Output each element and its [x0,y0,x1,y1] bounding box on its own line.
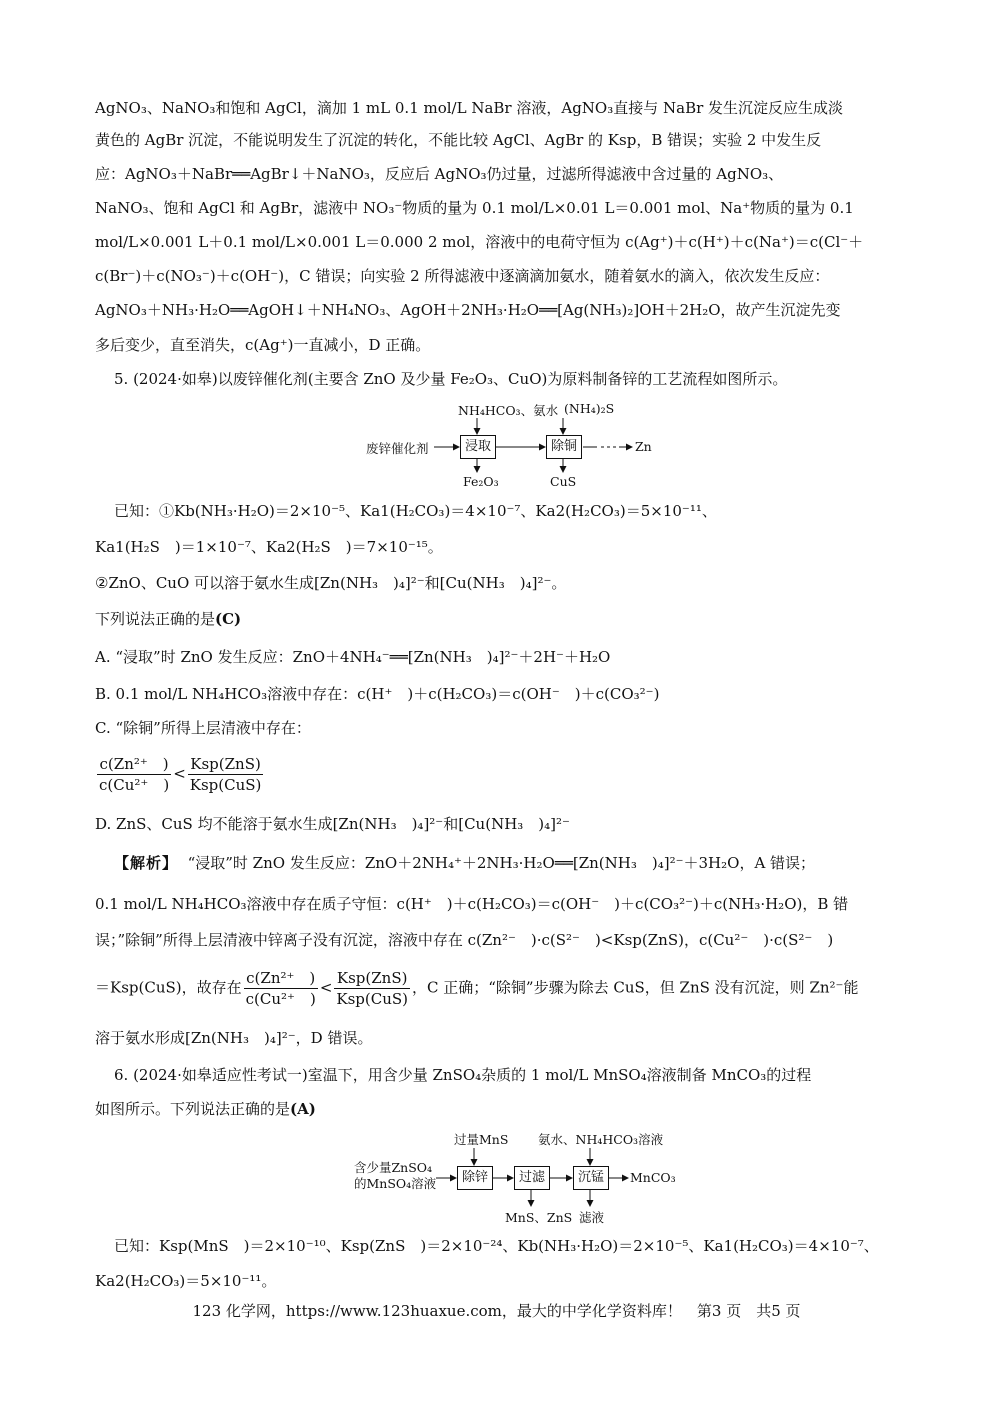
flow-reagent: 氨水、NH₄HCO₃溶液 [538,1132,664,1147]
flow-box: 浸取 [460,435,496,459]
known-line: 已知：Ksp(MnS )＝2×10⁻¹⁰、Ksp(ZnS )＝2×10⁻²⁴、Kb(NH₃·H₂O)＝2×10⁻⁵、Ka1(H₂CO₃)＝4×10⁻⁷、 [114,1237,879,1255]
text-line: mol/L×0.001 L＋0.1 mol/L×0.001 L＝0.000 2 mol，溶液中的电荷守恒为 c(Ag⁺)＋c(H⁺)＋c(Na⁺)＝c(Cl⁻＋ [95,233,864,251]
flow-diagram-q5 [360,398,680,493]
question-ask-text: 如图所示。下列说法正确的是 [95,1100,291,1118]
flow-box: 过滤 [514,1166,550,1190]
flow-input: 的MnSO₄溶液 [354,1176,437,1191]
analysis-text: ＝Ksp(CuS)，故存在 [95,978,242,997]
denominator: c(Cu²⁺ ) [99,776,170,794]
flow-box: 除锌 [457,1166,493,1190]
denominator: c(Cu²⁺ ) [245,990,316,1008]
flow-reagent: NH₄HCO₃、氨水 [458,403,559,418]
fraction [188,754,264,795]
option-a: A. “浸取”时 ZnO 发生反应：ZnO＋4NH₄⁻══[Zn(NH₃ )₄]²⁻＋2H⁻＋H₂O [95,648,611,666]
flow-output: CuS [550,474,577,489]
numerator: c(Zn²⁺ ) [97,754,171,775]
flow-output: 滤液 [579,1210,605,1225]
analysis-line [114,852,815,874]
flow-input: 废锌催化剂 [366,441,429,456]
page-footer: 123 化学网，https://www.123huaxue.com，最大的中学化学资料库！ 第3 页 共5 页 [192,1302,801,1320]
question-5-stem: 5. (2024·如皋)以废锌催化剂(主要含 ZnO 及少量 Fe₂O₃、CuO)为原料制备锌的工艺流程如图所示。 [114,370,788,388]
flow-product: Zn [635,439,652,454]
flow-arrows [350,1126,690,1226]
denominator: Ksp(CuS) [189,776,262,794]
question-ask [95,608,241,630]
flow-product: MnCO₃ [630,1170,676,1185]
analysis-line: ＝Ksp(CuS)，故存在 $\frac{\text{c(Zn²⁺ )}}{\text{c(Cu²⁺ )}}$ < $\frac{\text{Ksp(ZnS)}}{\text{Ksp(CuS)}}$ ，C 正确；“除铜”步骤为除去 CuS，但 ZnS 没有沉淀，则 Zn²⁻能 [95,969,859,1008]
answer: (C) [215,610,242,628]
option-c: C. “除铜”所得上层清液中存在： [95,719,311,737]
text-line: NaNO₃、饱和 AgCl 和 AgBr，滤液中 NO₃⁻物质的量为 0.1 mol/L×0.01 L＝0.001 mol、Na⁺物质的量为 0.1 [95,199,854,217]
analysis-line: 误；”除铜”所得上层清液中锌离子没有沉淀，溶液中存在 c(Zn²⁻ )·c(S²⁻ )<Ksp(ZnS)，c(Cu²⁻ )·c(S²⁻ ) [95,931,834,949]
analysis-line: 溶于氨水形成[Zn(NH₃ )₄]²⁻，D 错误。 [95,1029,373,1047]
denominator: Ksp(CuS) [336,990,409,1008]
flow-box: 沉锰 [573,1166,609,1190]
flow-box: 除铜 [546,435,582,459]
known-line: Ka1(H₂S )＝1×10⁻⁷、Ka2(H₂S )＝7×10⁻¹⁵。 [95,538,443,556]
text-line: AgNO₃＋NH₃·H₂O══AgOH↓＋NH₄NO₃、AgOH＋2NH₃·H₂O══[Ag(NH₃)₂]OH＋2H₂O，故产生沉淀先变 [95,301,841,319]
question-6-stem [95,1098,316,1120]
flow-diagram-q6 [350,1126,690,1226]
numerator: c(Zn²⁺ ) [244,968,318,989]
fraction [244,968,318,1009]
option-d: D. ZnS、CuS 均不能溶于氨水生成[Zn(NH₃ )₄]²⁻和[Cu(NH₃ )₄]²⁻ [95,815,570,833]
question-6-stem: 6. (2024·如皋适应性考试一)室温下，用含少量 ZnSO₄杂质的 1 mol/L MnSO₄溶液制备 MnCO₃的过程 [114,1066,812,1084]
flow-arrows [360,398,680,493]
answer: (A) [290,1100,316,1118]
fraction [97,754,171,795]
fraction [334,968,410,1009]
option-c-formula: $\frac{\text{c(Zn²⁺ )}}{\text{c(Cu²⁺ )}}$ < $\frac{\text{Ksp(ZnS)}}{\text{Ksp(CuS)}}$ [99,755,262,794]
analysis-tag: 【解析】 [114,854,179,872]
option-b: B. 0.1 mol/L NH₄HCO₃溶液中存在：c(H⁺ )＋c(H₂CO₃)＝c(OH⁻ )＋c(CO₃²⁻) [95,685,660,703]
analysis-text: “浸取”时 ZnO 发生反应：ZnO＋2NH₄⁺＋2NH₃·H₂O══[Zn(NH₃ )₄]²⁻＋3H₂O，A 错误； [187,854,816,872]
text-line: c(Br⁻)＋c(NO₃⁻)＋c(OH⁻)，C 错误；向实验 2 所得滤液中逐滴滴加氨水，随着氨水的滴入，依次发生反应： [95,267,830,285]
flow-reagent: 过量MnS [454,1132,509,1147]
flow-input: 含少量ZnSO₄ [354,1160,433,1175]
analysis-line: 0.1 mol/L NH₄HCO₃溶液中存在质子守恒：c(H⁺ )＋c(H₂CO₃)＝c(OH⁻ )＋c(CO₃²⁻)＋c(NH₃·H₂O)，B 错 [95,895,849,913]
question-ask-text: 下列说法正确的是 [95,610,216,628]
known-line: ②ZnO、CuO 可以溶于氨水生成[Zn(NH₃ )₄]²⁻和[Cu(NH₃ )₄]²⁻。 [95,574,567,592]
known-line: Ka2(H₂CO₃)＝5×10⁻¹¹。 [95,1272,277,1290]
known-line: 已知：①Kb(NH₃·H₂O)＝2×10⁻⁵、Ka1(H₂CO₃)＝4×10⁻⁷、Ka2(H₂CO₃)＝5×10⁻¹¹、 [114,502,717,520]
analysis-text: ，C 正确；“除铜”步骤为除去 CuS，但 ZnS 没有沉淀，则 Zn²⁻能 [412,978,859,997]
numerator: Ksp(ZnS) [334,968,410,989]
text-line: AgNO₃、NaNO₃和饱和 AgCl，滴加 1 mL 0.1 mol/L NaBr 溶液，AgNO₃直接与 NaBr 发生沉淀反应生成淡 [95,99,844,117]
flow-output: MnS、ZnS [505,1210,573,1225]
numerator: Ksp(ZnS) [188,754,264,775]
flow-reagent: (NH₄)₂S [564,401,615,416]
text-line: 应：AgNO₃＋NaBr══AgBr↓＋NaNO₃，反应后 AgNO₃仍过量，过滤所得滤液中含过量的 AgNO₃、 [95,165,784,183]
text-line: 黄色的 AgBr 沉淀，不能说明发生了沉淀的转化，不能比较 AgCl、AgBr 的 Ksp，B 错误；实验 2 中发生反 [95,131,822,149]
flow-output: Fe₂O₃ [463,474,499,489]
text-line: 多后变少，直至消失，c(Ag⁺)一直减小，D 正确。 [95,336,431,354]
